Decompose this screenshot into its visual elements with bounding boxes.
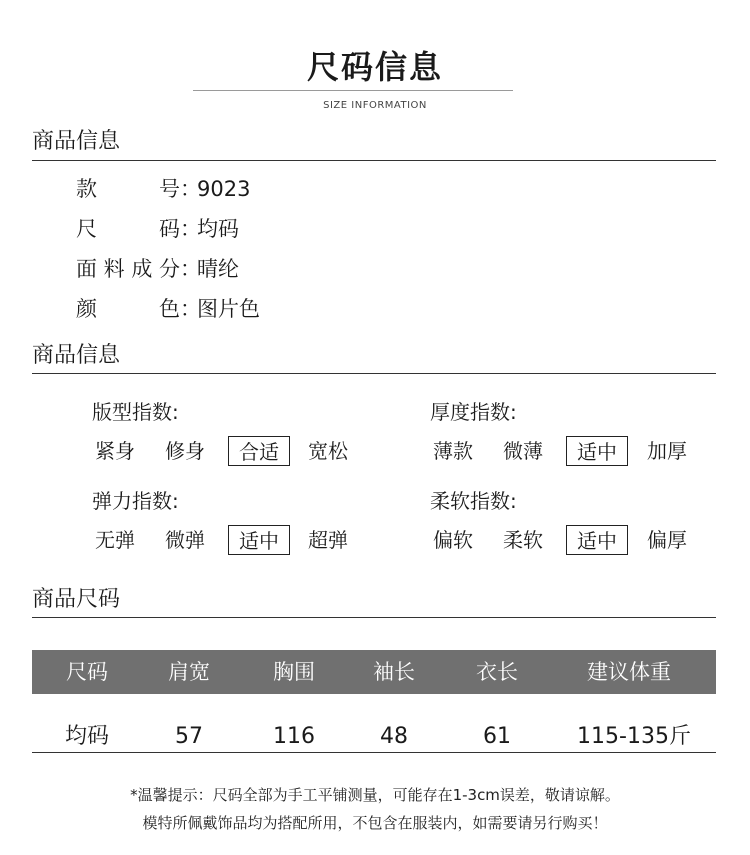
column-header-shoulder: 肩宽: [168, 660, 210, 684]
table-cell-shoulder: 57: [175, 724, 203, 749]
size-table-header: [32, 650, 716, 694]
table-cell-chest: 116: [273, 724, 315, 749]
column-header-sleeve: 袖长: [373, 660, 415, 684]
section-divider: [32, 617, 716, 618]
softness-option-selected: 适中: [566, 525, 628, 555]
softness-option: 偏软: [433, 528, 473, 552]
thickness-option: 薄款: [433, 439, 473, 463]
column-header-size: 尺码: [66, 660, 108, 684]
label-char: 号: [159, 177, 180, 201]
section-title-product-info: 商品信息: [32, 129, 121, 154]
elasticity-option: 微弹: [165, 528, 205, 552]
info-label: [76, 295, 180, 323]
softness-option: 柔软: [503, 528, 543, 552]
fit-option-selected: 合适: [228, 436, 290, 466]
elasticity-option: 无弹: [95, 528, 135, 552]
label-char: 码: [159, 217, 180, 241]
label-char: 尺: [76, 217, 97, 241]
thickness-option: 微薄: [503, 439, 543, 463]
page-subtitle: SIZE INFORMATION: [323, 100, 427, 111]
page-title: 尺码信息: [306, 48, 443, 86]
info-colon: ：: [180, 297, 201, 321]
section-title-size-table: 商品尺码: [32, 587, 121, 612]
note-measurement: *温馨提示：尺码全部为手工平铺测量，可能存在1-3cm误差，敬请谅解。: [130, 786, 620, 804]
info-value: 晴纶: [197, 257, 239, 281]
section-title-indices: 商品信息: [32, 343, 121, 368]
elasticity-option-selected: 适中: [228, 525, 290, 555]
label-char: 色: [159, 297, 180, 321]
column-header-weight: 建议体重: [587, 660, 671, 684]
table-cell-length: 61: [483, 724, 511, 749]
section-divider: [32, 160, 716, 161]
info-value: 均码: [197, 217, 239, 241]
table-bottom-divider: [32, 752, 716, 753]
elasticity-option: 超弹: [308, 528, 348, 552]
info-label: [76, 215, 180, 243]
info-value: 图片色: [197, 297, 260, 321]
title-divider: [193, 90, 513, 91]
table-cell-weight: 115-135斤: [577, 724, 691, 749]
label-char: 颜: [76, 297, 97, 321]
info-value: 9023: [197, 177, 251, 201]
table-cell-size: 均码: [64, 724, 109, 749]
fit-option: 宽松: [308, 439, 348, 463]
label-char: 款: [76, 177, 97, 201]
section-divider: [32, 373, 716, 374]
column-header-length: 衣长: [476, 660, 518, 684]
softness-option: 偏厚: [647, 528, 687, 552]
fit-option: 紧身: [95, 439, 135, 463]
note-accessories: 模特所佩戴饰品均为搭配所用，不包含在服装内，如需要请另行购买！: [142, 814, 608, 832]
info-colon: ：: [180, 257, 201, 281]
info-label: 面料成分: [76, 257, 180, 281]
info-label: [76, 175, 180, 203]
elasticity-index-title: 弹力指数:: [92, 489, 179, 513]
column-header-chest: 胸围: [273, 660, 315, 684]
info-colon: ：: [180, 217, 201, 241]
fit-index-title: 版型指数:: [92, 400, 179, 424]
softness-index-title: 柔软指数:: [430, 489, 517, 513]
fit-option: 修身: [165, 439, 205, 463]
thickness-option-selected: 适中: [566, 436, 628, 466]
thickness-index-title: 厚度指数:: [430, 400, 517, 424]
table-cell-sleeve: 48: [380, 724, 408, 749]
thickness-option: 加厚: [647, 439, 687, 463]
info-colon: ：: [180, 177, 201, 201]
